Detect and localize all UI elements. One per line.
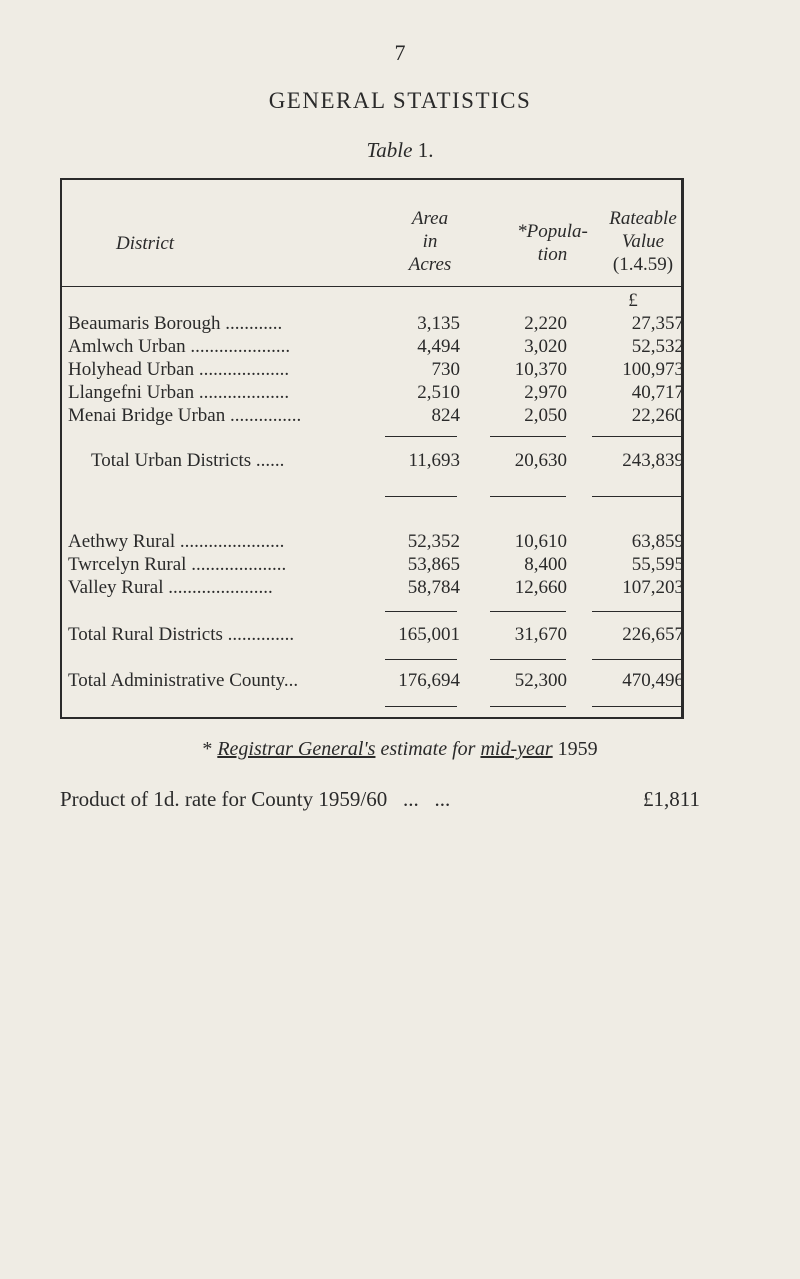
total-label: Total Administrative County... <box>68 670 299 691</box>
subtotal-rule <box>490 659 566 660</box>
header-divider <box>60 286 683 287</box>
header-population-line-1: *Popula- <box>517 221 588 242</box>
rural-total-row <box>0 624 800 646</box>
table-row <box>0 336 800 358</box>
footnote-period: mid-year <box>480 738 553 760</box>
table-row <box>0 577 800 599</box>
product-label: Product of 1d. rate for County 1959/60 ... ... <box>60 787 451 811</box>
county-total-row <box>0 670 800 692</box>
header-population-line-2: tion <box>537 244 568 265</box>
population-value: 52,300 <box>514 670 567 691</box>
area-value: 176,694 <box>398 670 460 691</box>
currency-symbol: £ <box>628 290 638 311</box>
total-rule <box>385 496 457 497</box>
district-name: Menai Bridge Urban ............... <box>68 405 302 426</box>
table-row <box>0 554 800 576</box>
district-name: Aethwy Rural ...................... <box>68 531 285 552</box>
population-value: 8,400 <box>524 554 567 575</box>
district-name: Beaumaris Borough ............ <box>68 313 283 334</box>
table-caption-word: Table <box>366 138 413 162</box>
header-area-line-1: Area <box>411 208 449 229</box>
table-row <box>0 359 800 381</box>
rateable-value: 40,717 <box>631 382 684 403</box>
rateable-value: 226,657 <box>622 624 684 645</box>
district-name: Llangefni Urban ................... <box>68 382 290 403</box>
header-rateable-line-1: Rateable <box>609 208 677 229</box>
rateable-value: 63,859 <box>631 531 684 552</box>
district-name: Amlwch Urban ..................... <box>68 336 291 357</box>
total-rule <box>490 496 566 497</box>
total-rule <box>592 496 682 497</box>
subtotal-rule <box>490 611 566 612</box>
header-rateable-line-2: Value <box>621 231 665 252</box>
area-value: 58,784 <box>407 577 460 598</box>
subtotal-rule <box>592 659 682 660</box>
table-caption <box>0 138 800 163</box>
rateable-value: 100,973 <box>622 359 684 380</box>
footnote-source: Registrar General's <box>217 738 376 760</box>
rateable-value: 470,496 <box>622 670 684 691</box>
district-name: Valley Rural ...................... <box>68 577 273 598</box>
area-value: 52,352 <box>407 531 460 552</box>
total-label: Total Rural Districts .............. <box>68 624 295 645</box>
page-title: GENERAL STATISTICS <box>268 88 532 113</box>
subtotal-rule <box>385 659 457 660</box>
subtotal-rule <box>592 611 682 612</box>
header-area-line-3: Acres <box>408 254 452 275</box>
header-rateable-value <box>588 207 698 276</box>
header-rateable-line-3: (1.4.59) <box>612 254 674 275</box>
table-caption-number: 1. <box>417 138 434 162</box>
rateable-value: 27,357 <box>631 313 684 334</box>
total-rule <box>385 706 457 707</box>
footnote-year: 1959 <box>557 738 598 760</box>
area-value: 11,693 <box>408 450 460 471</box>
header-area-line-2: in <box>422 231 438 252</box>
area-value: 4,494 <box>417 336 460 357</box>
subtotal-rule <box>490 436 566 437</box>
rateable-value: 22,260 <box>631 405 684 426</box>
area-value: 2,510 <box>417 382 460 403</box>
header-district: District <box>115 233 175 254</box>
footnote-text: estimate for <box>380 738 476 760</box>
table-row <box>0 313 800 335</box>
rateable-value: 52,532 <box>631 336 684 357</box>
page-number: 7 <box>394 40 406 65</box>
subtotal-rule <box>385 436 457 437</box>
product-value: £1,811 <box>643 787 700 811</box>
population-value: 2,970 <box>524 382 567 403</box>
area-value: 824 <box>431 405 460 426</box>
total-rule <box>592 706 682 707</box>
rateable-value: 55,595 <box>631 554 684 575</box>
population-value: 20,630 <box>514 450 567 471</box>
footnote <box>0 738 800 761</box>
population-value: 31,670 <box>514 624 567 645</box>
area-value: 3,135 <box>417 313 460 334</box>
subtotal-rule <box>385 611 457 612</box>
population-value: 10,370 <box>514 359 567 380</box>
population-value: 12,660 <box>514 577 567 598</box>
total-label: Total Urban Districts ...... <box>91 450 285 471</box>
population-value: 2,220 <box>524 313 567 334</box>
subtotal-rule <box>592 436 682 437</box>
table-row <box>0 531 800 553</box>
table-row <box>0 382 800 404</box>
area-value: 53,865 <box>407 554 460 575</box>
rateable-value: 243,839 <box>622 450 684 471</box>
area-value: 730 <box>431 359 460 380</box>
urban-total-row <box>0 450 800 472</box>
district-name: Twrcelyn Rural .................... <box>68 554 287 575</box>
area-value: 165,001 <box>398 624 460 645</box>
population-value: 3,020 <box>524 336 567 357</box>
district-name: Holyhead Urban ................... <box>68 359 290 380</box>
footnote-marker: * <box>202 738 213 760</box>
total-rule <box>490 706 566 707</box>
table-row <box>0 405 800 427</box>
header-area <box>395 207 465 276</box>
population-value: 10,610 <box>514 531 567 552</box>
population-value: 2,050 <box>524 405 567 426</box>
rateable-value: 107,203 <box>622 577 684 598</box>
